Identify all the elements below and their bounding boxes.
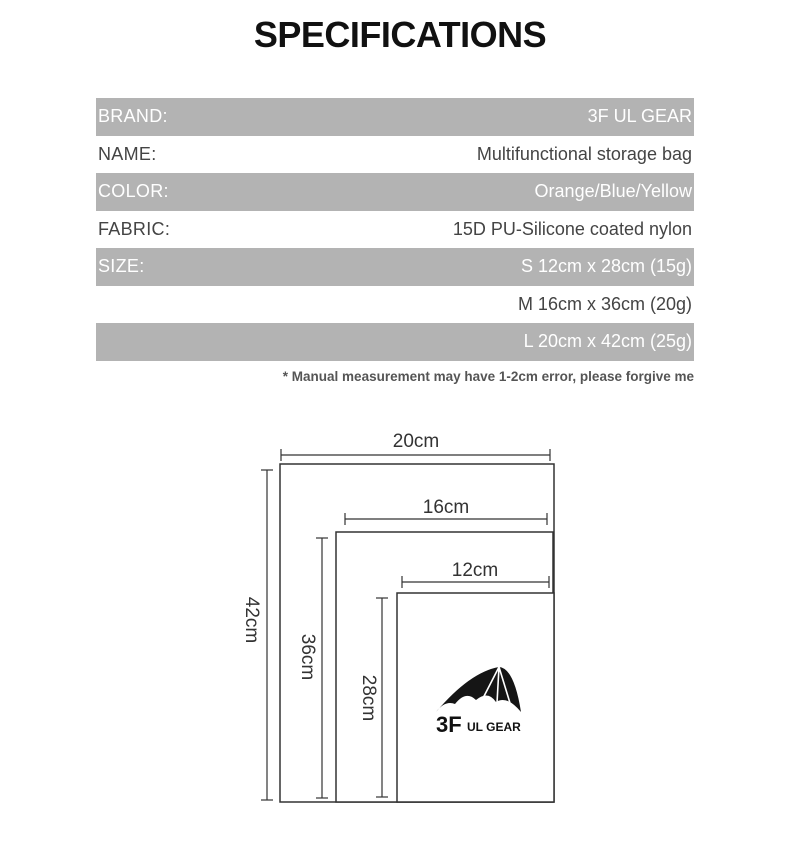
logo-text-ul-gear: UL GEAR <box>467 720 521 734</box>
spec-row-size-l <box>96 323 694 361</box>
dim-label-medium-width: 16cm <box>422 497 470 518</box>
spec-label: NAME: <box>98 143 157 164</box>
size-diagram <box>0 400 800 858</box>
dim-label-small-height: 28cm <box>358 674 379 722</box>
spec-row-size-m <box>96 286 694 324</box>
spec-label: BRAND: <box>98 106 168 127</box>
spec-value: Orange/Blue/Yellow <box>534 181 692 202</box>
spec-value: Multifunctional storage bag <box>476 143 692 164</box>
spec-label: COLOR: <box>98 181 169 202</box>
spec-value: L 20cm x 42cm (25g) <box>523 331 692 352</box>
dim-label-medium-height: 36cm <box>297 633 318 681</box>
dim-label-large-height: 42cm <box>241 596 262 644</box>
spec-value: 3F UL GEAR <box>587 106 692 127</box>
spec-row-size-s <box>96 248 694 286</box>
spec-value: S 12cm x 28cm (15g) <box>520 256 692 277</box>
spec-value: 15D PU-Silicone coated nylon <box>452 218 692 239</box>
spec-table <box>96 98 694 361</box>
page-title: SPECIFICATIONS <box>253 14 547 55</box>
spec-label: FABRIC: <box>98 218 171 239</box>
spec-value: M 16cm x 36cm (20g) <box>517 293 692 314</box>
measurement-note: * Manual measurement may have 1-2cm error, please forgive me <box>282 369 694 384</box>
dim-label-small-width: 12cm <box>451 560 499 581</box>
spec-row-fabric <box>96 211 694 249</box>
dim-label-large-width: 20cm <box>392 431 440 452</box>
logo-mark-3f: 3F <box>436 712 462 737</box>
spec-row-color <box>96 173 694 211</box>
spec-row-brand <box>96 98 694 136</box>
spec-row-name <box>96 136 694 174</box>
spec-label: SIZE: <box>98 256 145 277</box>
